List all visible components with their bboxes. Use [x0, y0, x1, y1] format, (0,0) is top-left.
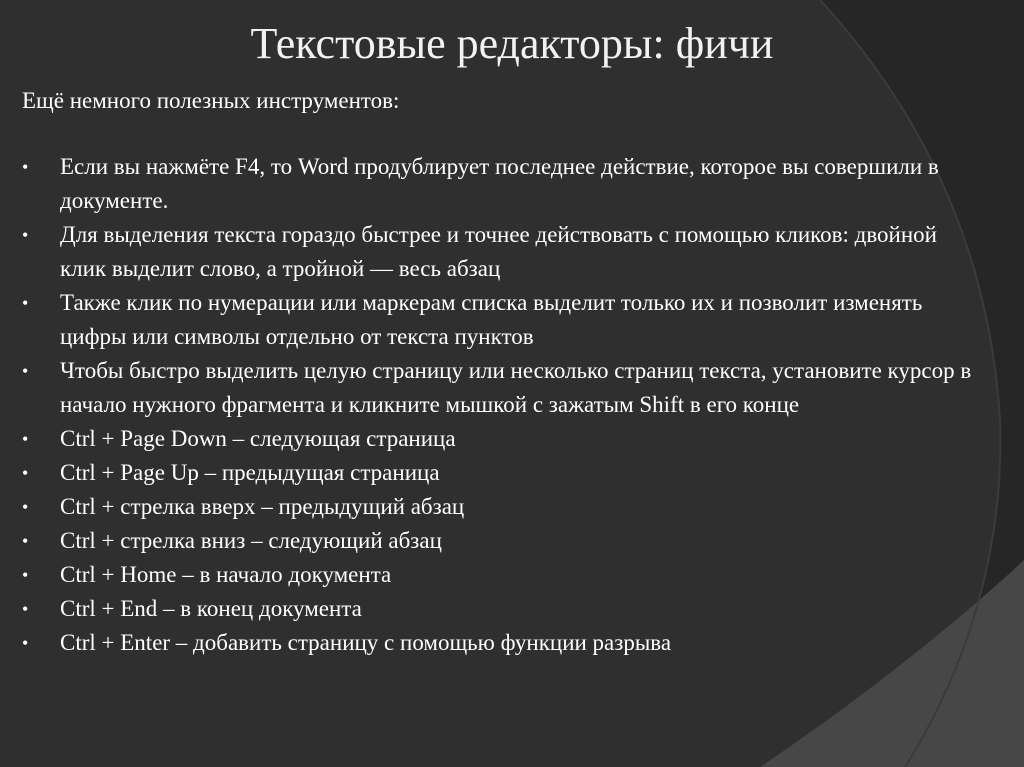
bullet-item	[22, 354, 972, 422]
bullet-icon: •	[22, 361, 29, 381]
intro-text: Ещё немного полезных инструментов:	[22, 88, 400, 113]
bullet-item	[22, 626, 972, 660]
bullet-text: Для выделения текста гораздо быстрее и точнее действовать с помощью кликов: двойной клик выделит слово, а тройной — весь абзац	[60, 222, 937, 281]
bullet-text: Если вы нажмёте F4, то Word продублирует последнее действие, которое вы совершили в документе.	[60, 154, 939, 213]
bullet-text: Также клик по нумерации или маркерам списка выделит только их и позволит изменять цифры или символы отдельно от текста пунктов	[60, 290, 923, 349]
bullet-text: Ctrl + Home – в начало документа	[60, 562, 392, 587]
bullet-text: Ctrl + Enter – добавить страницу с помощью функции разрыва	[60, 630, 672, 655]
bullet-list	[22, 150, 972, 660]
bullet-icon: •	[22, 293, 29, 313]
bullet-text: Ctrl + Page Up – предыдущая страница	[60, 460, 440, 485]
bullet-item	[22, 558, 972, 592]
bullet-text: Ctrl + End – в конец документа	[60, 596, 362, 621]
bullet-icon: •	[22, 531, 29, 551]
bullet-item	[22, 524, 972, 558]
bullet-icon: •	[22, 599, 29, 619]
bullet-icon: •	[22, 463, 29, 483]
bullet-text: Чтобы быстро выделить целую страницу или несколько страниц текста, установите курсор в начало нужного фрагмента и кликните мышкой с зажатым Shift в его конце	[60, 358, 972, 417]
bullet-item	[22, 490, 972, 524]
bullet-text: Ctrl + Page Down – следующая страница	[60, 426, 456, 451]
bullet-item	[22, 592, 972, 626]
bullet-item	[22, 286, 972, 354]
bullet-item	[22, 218, 972, 286]
bullet-icon: •	[22, 497, 29, 517]
bullet-item	[22, 456, 972, 490]
bullet-item	[22, 150, 972, 218]
bullet-item	[22, 422, 972, 456]
bullet-text: Ctrl + стрелка вверх – предыдущий абзац	[60, 494, 465, 519]
bullet-icon: •	[22, 429, 29, 449]
bullet-icon: •	[22, 157, 29, 177]
bullet-icon: •	[22, 225, 29, 245]
bullet-text: Ctrl + стрелка вниз – следующий абзац	[60, 528, 442, 553]
slide-title: Текстовые редакторы: фичи	[250, 19, 774, 68]
bullet-icon: •	[22, 565, 29, 585]
bullet-icon: •	[22, 633, 29, 653]
